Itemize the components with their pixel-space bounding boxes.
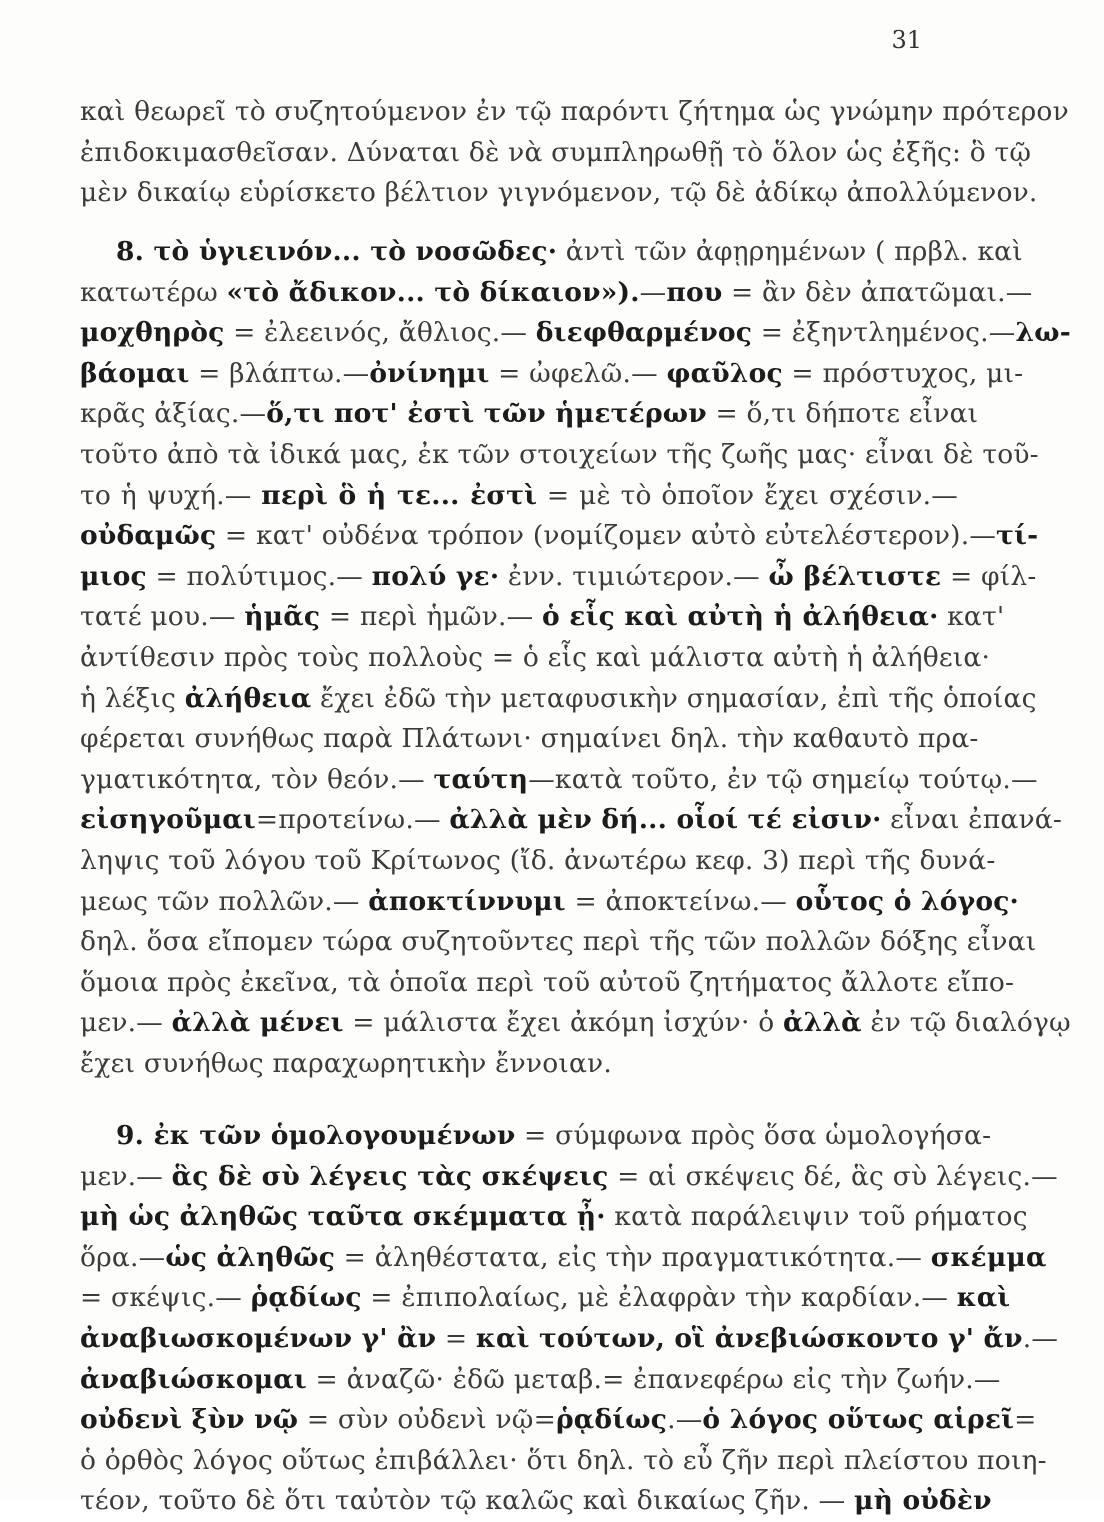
- text-line: [80, 232, 1023, 273]
- gloss-text: = κατ' οὐδένα τρόπον (νομίζομεν αὐτὸ εὐτελέστερον).—: [216, 520, 997, 552]
- commentary-section-9: [80, 1116, 1059, 1522]
- gloss-text: =: [1014, 1404, 1037, 1436]
- gloss-text: = μὲ τὸ ὁποῖον ἔχει σχέσιν.—: [537, 479, 958, 511]
- gloss-text: = σύμφωνα πρὸς ὅσα ὡμολογήσα-: [515, 1120, 992, 1151]
- lemma-term: που: [666, 276, 723, 308]
- gloss-text: = ἐξηντλημένος.—: [752, 317, 1016, 349]
- gloss-text: = ἐπιπολαίως, μὲ ἐλαφρὰν τὴν καρδίαν.—: [361, 1282, 957, 1314]
- lemma-term: πολύ γε·: [371, 560, 500, 592]
- gloss-text: = ἀληθέστατα, εἰς τὴν πραγματικότητα.—: [335, 1241, 931, 1273]
- gloss-text: φέρεται συνήθως παρὰ Πλάτωνι· σημαίνει δηλ. τὴν καθαυτὸ πρα-: [80, 723, 979, 755]
- gloss-text: =προτείνω.—: [255, 804, 450, 836]
- text-line: [80, 1003, 1071, 1044]
- lemma-term: διεφθαρμένος: [535, 317, 753, 349]
- gloss-text: τατέ μου.—: [80, 601, 245, 633]
- gloss-text: κατωτέρω: [80, 276, 227, 308]
- text-line: [80, 1319, 1059, 1360]
- text-line: [80, 557, 1037, 598]
- gloss-text: κατ': [938, 601, 1005, 633]
- commentary-section-8: [80, 232, 1071, 1084]
- gloss-text: γματικότητα, τὸν θεόν.—: [80, 763, 434, 795]
- gloss-text: = σὺν οὐδενὶ νῷ=: [298, 1404, 556, 1436]
- gloss-text: = φίλ-: [941, 560, 1037, 592]
- lemma-term: καὶ τούτων, οἳ ἀνεβιώσκοντο γ' ἄν: [475, 1322, 1023, 1354]
- lemma-term: ὁ λόγος οὕτως αἱρεῖ: [702, 1404, 1015, 1436]
- text-line: [80, 1278, 1011, 1319]
- text-line: [80, 1116, 992, 1157]
- text-line: [80, 1157, 1058, 1198]
- gloss-text: = ἐλεεινός, ἄθλιος.—: [224, 317, 536, 349]
- text-line: [80, 841, 996, 882]
- gloss-text: μεως τῶν πολλῶν.—: [80, 885, 369, 917]
- lemma-term: 9. ἐκ τῶν ὁμολογουμένων: [116, 1120, 516, 1151]
- text-line: [80, 354, 1024, 395]
- lemma-term: εἰσηγοῦμαι: [80, 804, 256, 836]
- gloss-text: —: [639, 276, 667, 308]
- gloss-text: = ἂν δὲν ἀπατῶμαι.—: [722, 276, 1033, 308]
- text-line: [80, 133, 1032, 174]
- lemma-term: οὐδενὶ ξὺν νῷ: [80, 1404, 299, 1436]
- gloss-text: ἐν τῷ διαλόγῳ: [861, 1007, 1071, 1039]
- lemma-term: καὶ: [956, 1282, 1011, 1314]
- gloss-text: μεν.—: [80, 1007, 172, 1039]
- gloss-text: = ἀναζῶ· ἐδῶ μεταβ.= ἐπανεφέρω εἰς τὴν ζωήν.—: [306, 1363, 1001, 1395]
- text-line: [80, 719, 979, 760]
- gloss-text: .—: [667, 1404, 703, 1436]
- lemma-term: τί-: [996, 520, 1039, 552]
- text-line: [80, 1400, 1037, 1441]
- lemma-term: ἃς δὲ σὺ λέγεις τὰς σκέψεις: [171, 1160, 609, 1192]
- gloss-text: το ἡ ψυχή.—: [80, 479, 262, 511]
- gloss-text: ὁ ὀρθὸς λόγος οὕτως ἐπιβάλλει· ὅτι δηλ. τὸ εὖ ζῆν περὶ πλείστου ποιη-: [80, 1444, 1047, 1476]
- text-line: [80, 1238, 1047, 1279]
- page-number: 31: [891, 26, 922, 54]
- gloss-text: = ἀποκτείνω.—: [565, 885, 796, 917]
- lemma-term: ῥᾳδίως: [555, 1404, 668, 1436]
- text-line: [80, 1197, 1028, 1238]
- lemma-term: οὐδαμῶς: [80, 520, 217, 552]
- lemma-term: ἡμᾶς: [244, 601, 321, 633]
- lemma-term: φαῦλος: [666, 357, 783, 389]
- lemma-term: ἀλλὰ μένει: [171, 1007, 344, 1039]
- text-line: [80, 516, 1039, 557]
- lemma-term: ἀναβιώσκομαι: [80, 1363, 307, 1395]
- text-line: [80, 679, 1037, 720]
- lemma-term: οὗτος ὁ λόγος·: [795, 885, 1019, 917]
- gloss-text: = πολύτιμος.—: [146, 560, 372, 592]
- gloss-text: μὲν δικαίῳ εὑρίσκετο βέλτιον γιγνόμενον, τῷ δὲ ἀδίκῳ ἀπολλύμενον.: [80, 177, 1038, 209]
- lemma-term: βάομαι: [80, 357, 190, 389]
- lemma-term: ἀλλὰ: [782, 1007, 862, 1039]
- gloss-text: κατὰ παράλειψιν τοῦ ρήματος: [605, 1201, 1028, 1233]
- lemma-term: ὡς ἀληθῶς: [165, 1241, 336, 1273]
- gloss-text: —κατὰ τοῦτο, ἐν τῷ σημείῳ τούτῳ.—: [528, 763, 1038, 795]
- gloss-text: = περὶ ἡμῶν.—: [320, 601, 542, 633]
- lemma-term: περὶ ὃ ἡ τε... ἐστὶ: [261, 479, 538, 511]
- lemma-term: ταύτη: [433, 763, 529, 795]
- gloss-text: ὅμοια πρὸς ἐκεῖνα, τὰ ὁποῖα περὶ τοῦ αὐτοῦ ζητήματος ἄλλοτε εἴπο-: [80, 966, 1015, 998]
- gloss-text: ἡ λέξις: [80, 682, 185, 714]
- text-line: [80, 882, 1019, 923]
- gloss-text: ληψις τοῦ λόγου τοῦ Κρίτωνος (ἴδ. ἀνωτέρω κεφ. 3) περὶ τῆς δυνά-: [80, 844, 996, 876]
- lemma-term: «τὸ ἄδικον... τὸ δίκαιον»).: [226, 276, 640, 308]
- gloss-text: ἔχει συνήθως παραχωρητικὴν ἔννοιαν.: [80, 1047, 612, 1079]
- lemma-term: ὅ,τι ποτ' ἐστὶ τῶν ἡμετέρων: [266, 398, 707, 430]
- lemma-term: ὀνίνημι: [369, 357, 490, 389]
- text-line: [80, 638, 991, 679]
- text-line: [80, 922, 1037, 963]
- gloss-text: = μάλιστα ἔχει ἀκόμη ἰσχύν· ὁ: [343, 1007, 783, 1039]
- gloss-text: κρᾶς ἀξίας.—: [80, 398, 267, 430]
- text-line: [80, 760, 1038, 801]
- gloss-text: = σκέψις.—: [80, 1282, 251, 1314]
- text-line: [80, 1441, 1047, 1482]
- lemma-term: ὁ εἷς καὶ αὐτὴ ἡ ἀλήθεια·: [541, 601, 939, 633]
- lemma-term: μοχθηρὸς: [80, 317, 225, 349]
- text-line: [80, 173, 1038, 214]
- text-line: [80, 394, 979, 435]
- gloss-text: =: [436, 1322, 476, 1354]
- gloss-text: = ὠφελῶ.—: [489, 357, 667, 389]
- gloss-text: ἐνν. τιμιώτερον.—: [499, 560, 769, 592]
- text-line: [80, 92, 1069, 133]
- text-line: [80, 476, 958, 517]
- lemma-term: 8. τὸ ὑγιεινόν... τὸ νοσῶδες·: [116, 236, 558, 267]
- text-line: [80, 963, 1015, 1004]
- gloss-text: ἀντίθεσιν πρὸς τοὺς πολλοὺς = ὁ εἷς καὶ μάλιστα αὐτὴ ἡ ἀλήθεια·: [80, 641, 991, 673]
- text-line: [80, 1360, 1001, 1401]
- intro-paragraph: [80, 92, 1069, 214]
- lemma-term: λω-: [1015, 317, 1071, 349]
- text-line: [80, 1044, 958, 1085]
- gloss-text: ἐπιδοκιμασθεῖσαν. Δύναται δὲ νὰ συμπληρωθῇ τὸ ὅλον ὡς ἐξῆς: ὃ τῷ: [80, 136, 1032, 168]
- text-line: [80, 273, 1033, 314]
- gloss-text: εἶναι ἐπανά-: [881, 804, 1062, 836]
- gloss-text: ὅρα.—: [80, 1241, 166, 1273]
- gloss-text: = πρόστυχος, μι-: [782, 357, 1024, 389]
- gloss-text: τοῦτο ἀπὸ τὰ ἰδικά μας, ἐκ τῶν στοιχείων τῆς ζωῆς μας· εἶναι δὲ τοῦ-: [80, 438, 1039, 470]
- gloss-text: τέον, τοῦτο δὲ ὅτι ταὐτὸν τῷ καλῶς καὶ δικαίως ζῆν. —: [80, 1485, 854, 1517]
- text-line: [80, 313, 1071, 354]
- gloss-text: δηλ. ὅσα εἴπομεν τώρα συζητοῦντες περὶ τῆς τῶν πολλῶν δόξης εἶναι: [80, 926, 1037, 958]
- gloss-text: καὶ θεωρεῖ τὸ συζητούμενον ἐν τῷ παρόντι ζήτημα ὡς γνώμην πρότερον: [80, 96, 1069, 127]
- lemma-term: ῥᾳδίως: [250, 1282, 362, 1314]
- gloss-text: ἀντὶ τῶν ἀφῃρημένων ( πρβλ. καὶ: [557, 236, 1023, 267]
- lemma-term: μὴ οὐδὲν: [853, 1485, 992, 1517]
- gloss-text: = αἱ σκέψεις δέ, ἃς σὺ λέγεις.—: [608, 1160, 1058, 1192]
- gloss-text: = βλάπτω.—: [189, 357, 370, 389]
- lemma-term: μιος: [80, 560, 147, 592]
- lemma-term: ἀλήθεια: [184, 682, 312, 714]
- lemma-term: ὦ βέλτιστε: [768, 560, 942, 592]
- gloss-text: .—: [1022, 1322, 1059, 1354]
- text-line: [80, 597, 1005, 638]
- text-line: [80, 800, 1062, 841]
- lemma-term: ἀποκτίννυμι: [368, 885, 566, 917]
- gloss-text: = ὅ,τι δήποτε εἶναι: [706, 398, 979, 430]
- gloss-text: ἔχει ἐδῶ τὴν μεταφυσικὴν σημασίαν, ἐπὶ τῆς ὁποίας: [311, 682, 1037, 714]
- lemma-term: μὴ ὡς ἀληθῶς ταῦτα σκέμματα ᾖ·: [80, 1201, 606, 1233]
- lemma-term: ἀναβιωσκομένων γ' ἂν: [80, 1322, 437, 1354]
- text-line: [80, 435, 1039, 476]
- lemma-term: σκέμμα: [930, 1241, 1047, 1273]
- text-line: [80, 1481, 992, 1522]
- gloss-text: μεν.—: [80, 1160, 172, 1192]
- lemma-term: ἀλλὰ μὲν δή... οἷοί τέ εἰσιν·: [449, 804, 882, 836]
